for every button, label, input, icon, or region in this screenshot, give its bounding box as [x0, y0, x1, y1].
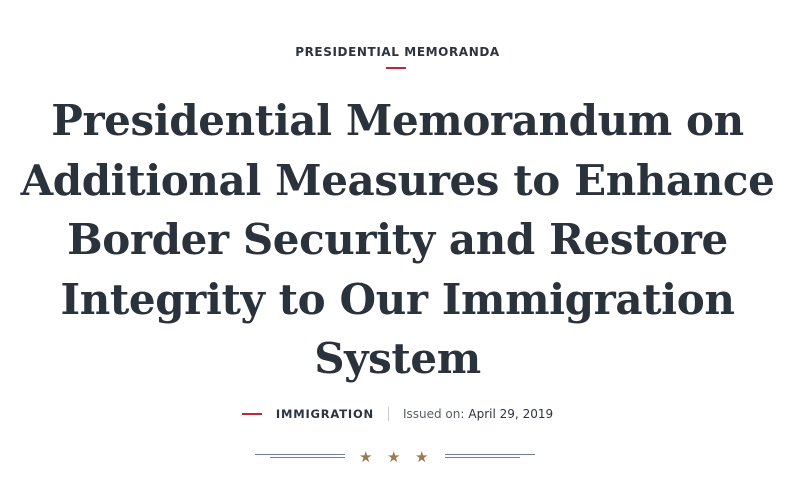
issued-date: April 29, 2019 [468, 407, 554, 421]
star-divider [0, 448, 795, 468]
page-title: Presidential Memorandum on Additional Measures to Enhance Border Security and Restore Integrity to Our Immigration System [20, 96, 775, 383]
divider-line-right-top [445, 454, 535, 455]
meta-accent-rule [242, 413, 262, 415]
topic-link[interactable]: IMMIGRATION [275, 407, 374, 421]
divider-line-right-bottom [445, 457, 520, 458]
star-icon: ★ [387, 448, 401, 466]
star-icon: ★ [359, 448, 373, 466]
category-accent-rule [386, 67, 406, 69]
divider-line-left-bottom [270, 457, 345, 458]
article-meta [0, 404, 795, 424]
divider-line-left-top [255, 454, 345, 455]
issued-label: Issued on: [402, 407, 465, 421]
star-icon: ★ [415, 448, 429, 466]
meta-divider [388, 407, 389, 421]
category-label[interactable]: PRESIDENTIAL MEMORANDA [295, 45, 500, 59]
